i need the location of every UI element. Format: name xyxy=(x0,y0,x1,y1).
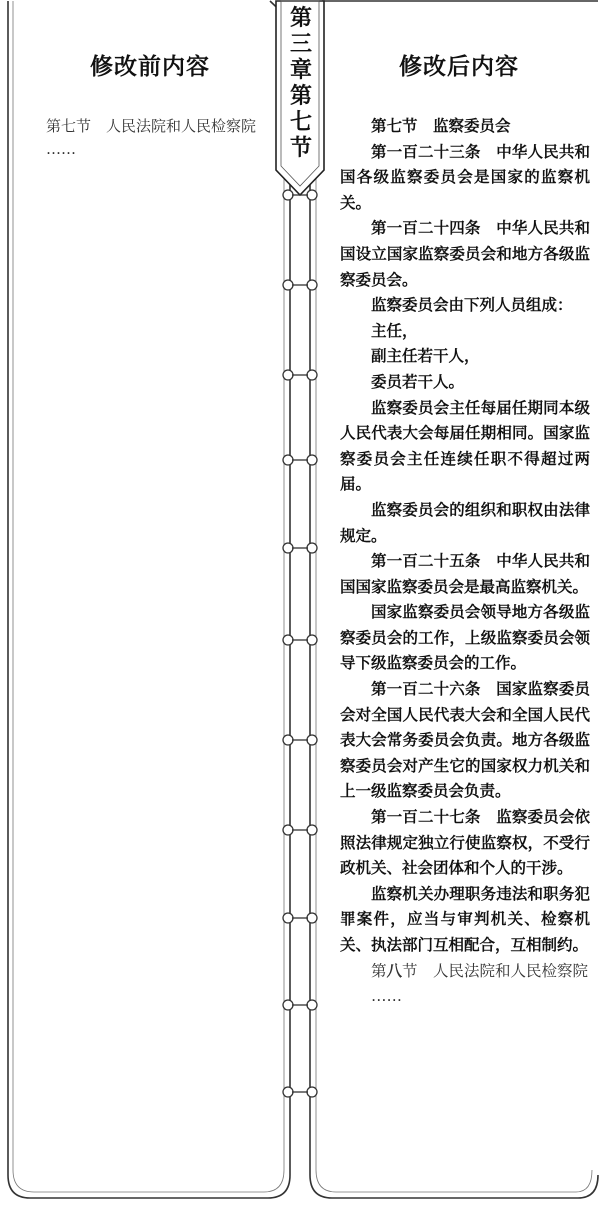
binder-ring xyxy=(283,370,317,380)
ring-loop xyxy=(283,1087,293,1097)
ring-loop xyxy=(307,280,317,290)
ring-loop xyxy=(283,913,293,923)
ring-loop xyxy=(307,735,317,745)
before-paragraph: 第七节 人民法院和人民检察院 xyxy=(46,117,257,135)
binder-ring xyxy=(283,1087,317,1097)
spine-char: 第 xyxy=(289,84,312,109)
binder-ring xyxy=(283,455,317,465)
spine-char: 章 xyxy=(289,58,312,83)
ring-loop xyxy=(307,635,317,645)
article-123: 第一百二十三条 中华人民共和国各级监察委员会是国家的监察机关。 xyxy=(340,142,590,212)
spine-char: 第 xyxy=(289,6,312,31)
ring-loop xyxy=(283,543,293,553)
cooperation-paragraph: 监察机关办理职务违法和职务犯罪案件，应当与审判机关、检察机关、执法部门互相配合，互相制约。 xyxy=(340,884,590,954)
before-content xyxy=(16,115,264,161)
section-8-title xyxy=(340,959,590,985)
after-heading: 修改后内容 xyxy=(399,54,519,80)
ring-loop xyxy=(283,370,293,380)
organization-paragraph: 监察委员会的组织和职权由法律规定。 xyxy=(340,500,590,545)
left-panel-border xyxy=(8,1,290,1198)
after-ellipsis: …… xyxy=(371,987,402,1006)
term-paragraph: 监察委员会主任每届任期同本级人民代表大会每届任期相同。国家监察委员会主任连续任职不得超过两届。 xyxy=(340,398,590,494)
ring-loop xyxy=(307,370,317,380)
spine-char: 节 xyxy=(289,136,312,161)
after-content xyxy=(340,114,590,1010)
composition-intro: 监察委员会由下列人员组成： xyxy=(371,296,573,315)
before-ellipsis: …… xyxy=(46,140,76,158)
ring-loop xyxy=(283,190,293,200)
section-8-post: 节 人民法院和人民检察院 xyxy=(402,961,589,980)
binder-ring xyxy=(283,1000,317,1010)
binder-ring xyxy=(283,543,317,553)
ring-loop xyxy=(307,455,317,465)
ring-loop xyxy=(283,825,293,835)
spine-char: 七 xyxy=(289,110,312,135)
composition-item: 委员若干人。 xyxy=(371,372,465,391)
section-title: 第七节 监察委员会 xyxy=(371,117,511,135)
ring-loop xyxy=(307,543,317,553)
composition-item: 副主任若干人， xyxy=(371,347,480,366)
binder-rings xyxy=(283,190,317,1097)
ring-loop xyxy=(307,190,317,200)
binder-ring xyxy=(283,635,317,645)
binder-ring xyxy=(283,825,317,835)
ring-loop xyxy=(307,825,317,835)
leadership-paragraph: 国家监察委员会领导地方各级监察委员会的工作，上级监察委员会领导下级监察委员会的工作。 xyxy=(340,603,590,673)
spine-char: 三 xyxy=(289,32,312,57)
ring-loop xyxy=(307,1087,317,1097)
ring-loop xyxy=(283,735,293,745)
ring-loop xyxy=(307,1000,317,1010)
binder-ring xyxy=(283,280,317,290)
ring-loop xyxy=(283,1000,293,1010)
left-panel-inner-border xyxy=(13,1,284,1192)
before-heading: 修改前内容 xyxy=(90,54,210,80)
ring-loop xyxy=(283,280,293,290)
article-125: 第一百二十五条 中华人民共和国国家监察委员会是最高监察机关。 xyxy=(340,552,590,596)
binder-ring xyxy=(283,913,317,923)
article-126: 第一百二十六条 国家监察委员会对全国人民代表大会和全国人民代表大会常务委员会负责。地方各级监察委员会对产生它的国家权力机关和上一级监察委员会负责。 xyxy=(340,680,590,801)
article-124: 第一百二十四条 中华人民共和国设立国家监察委员会和地方各级监察委员会。 xyxy=(340,219,590,289)
chapter-section-label xyxy=(281,6,321,162)
ring-loop xyxy=(283,455,293,465)
binder-ring xyxy=(283,735,317,745)
section-8-number: 八 xyxy=(386,961,403,980)
article-127: 第一百二十七条 监察委员会依照法律规定独立行使监察权，不受行政机关、社会团体和个人的干涉。 xyxy=(340,808,590,878)
ring-loop xyxy=(283,635,293,645)
ring-loop xyxy=(307,913,317,923)
composition-item: 主任， xyxy=(371,321,418,340)
section-8-pre: 第 xyxy=(371,961,387,980)
